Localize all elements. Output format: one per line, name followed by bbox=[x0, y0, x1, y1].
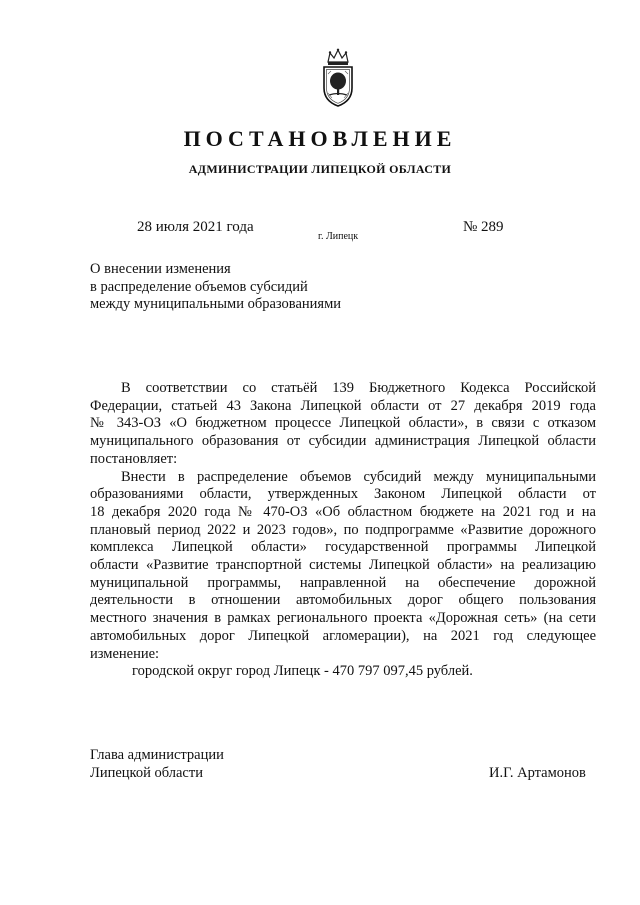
document-title: ПОСТАНОВЛЕНИЕ bbox=[183, 126, 457, 151]
body-line: муниципальной программы, направленной на обеспечение дорожной bbox=[90, 574, 596, 591]
document-number: № 289 bbox=[463, 219, 504, 235]
subject-line: между муниципальными образованиями bbox=[90, 296, 342, 312]
body-line: образованиями области, утвержденных Законом Липецкой области от bbox=[90, 486, 596, 503]
subsidy-amount-line: городской округ город Липецк - 470 797 097,45 рублей. bbox=[132, 663, 473, 680]
document-body bbox=[90, 380, 596, 681]
signatory-position bbox=[90, 746, 224, 782]
body-line: автомобильных дорог Липецкой агломерации), на 2021 год следующее bbox=[90, 627, 596, 644]
document-subject bbox=[90, 261, 341, 314]
issuing-authority: АДМИНИСТРАЦИИ ЛИПЕЦКОЙ ОБЛАСТИ bbox=[188, 162, 452, 176]
body-line: муниципального образования от субсидии администрация Липецкой области bbox=[90, 433, 596, 450]
document-date: 28 июля 2021 года bbox=[137, 219, 254, 235]
subject-line: О внесении изменения bbox=[90, 261, 231, 277]
body-line: деятельности в отношении автомобильных дорог общего пользования bbox=[90, 592, 596, 609]
body-line: № 343-ОЗ «О бюджетном процессе Липецкой области», в связи с отказом bbox=[90, 415, 596, 432]
body-line: изменение: bbox=[90, 645, 160, 662]
document-city: г. Липецк bbox=[318, 231, 359, 242]
subject-line: в распределение объемов субсидий bbox=[90, 278, 308, 295]
body-line: области «Развитие транспортной системы Липецкой области» на реализацию bbox=[90, 557, 596, 574]
body-line: Внести в распределение объемов субсидий между муниципальными bbox=[121, 468, 596, 485]
body-line: В соответствии со статьёй 139 Бюджетного Кодекса Российской bbox=[121, 380, 596, 396]
body-line: плановый период 2022 и 2023 годов», по подпрограмме «Развитие дорожного bbox=[90, 521, 596, 538]
body-line: Федерации, статьей 43 Закона Липецкой области от 27 декабря 2019 года bbox=[90, 397, 596, 414]
body-line: постановляет: bbox=[90, 450, 178, 467]
coat-of-arms-icon bbox=[319, 48, 357, 110]
body-line: местного значения в рамках регионального проекта «Дорожная сеть» (на сети bbox=[90, 610, 596, 627]
body-line: 18 декабря 2020 года № 470-ОЗ «Об областном бюджете на 2021 год и на bbox=[90, 503, 596, 520]
signatory-position-line: Липецкой области bbox=[90, 765, 203, 781]
signatory-position-line: Глава администрации bbox=[90, 747, 224, 763]
signatory-name: И.Г. Артамонов bbox=[489, 765, 586, 781]
body-line: комплекса Липецкой области» государственной программы Липецкой bbox=[90, 539, 596, 556]
